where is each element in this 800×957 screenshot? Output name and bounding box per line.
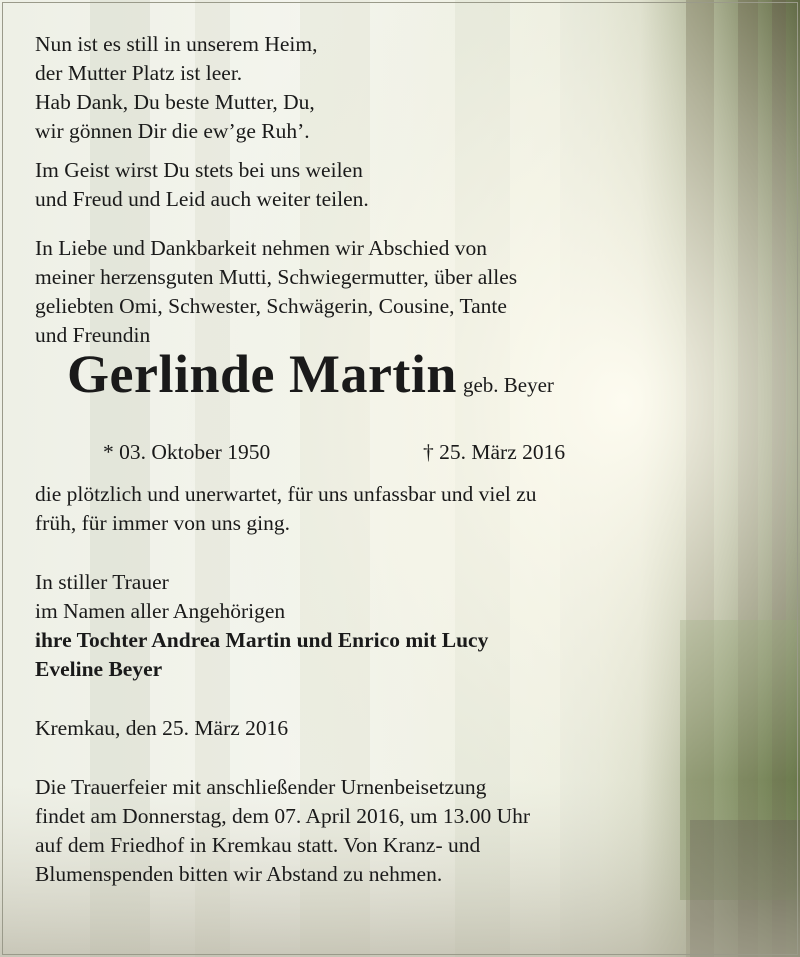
deceased-name-row [67, 344, 671, 438]
deceased-name: Gerlinde Martin [67, 344, 457, 404]
funeral-line: auf dem Friedhof in Kremkau statt. Von Kranz- und [35, 833, 481, 857]
poem-line: wir gönnen Dir die ew’ge Ruh’. [35, 119, 310, 143]
funeral-paragraph [35, 773, 671, 889]
poem-stanza-1 [35, 30, 671, 146]
birth-date: * 03. Oktober 1950 [103, 440, 271, 464]
poem-line: und Freud und Leid auch weiter teilen. [35, 187, 369, 211]
intro-line: meiner herzensguten Mutti, Schwiegermutter, über alles [35, 265, 518, 289]
poem-line: Im Geist wirst Du stets bei uns weilen [35, 158, 363, 182]
family-names: ihre Tochter Andrea Martin und Enrico mit Lucy [35, 628, 489, 652]
intro-line: und Freundin [35, 323, 151, 347]
life-dates [35, 438, 671, 470]
place-date: Kremkau, den 25. März 2016 [35, 716, 289, 740]
mourners-block [35, 568, 671, 684]
funeral-line: findet am Donnerstag, dem 07. April 2016, um 13.00 Uhr [35, 804, 531, 828]
family-names: Eveline Beyer [35, 657, 163, 681]
passing-line: die plötzlich und unerwartet, für uns unfassbar und viel zu [35, 482, 537, 506]
funeral-line: Die Trauerfeier mit anschließender Urnenbeisetzung [35, 775, 487, 799]
poem-stanza-2 [35, 156, 671, 214]
poem-line: der Mutter Platz ist leer. [35, 61, 243, 85]
maiden-name: geb. Beyer [462, 373, 554, 397]
funeral-line: Blumenspenden bitten wir Abstand zu nehmen. [35, 862, 443, 886]
mourning-line: im Namen aller Angehörigen [35, 599, 286, 623]
passing-paragraph [35, 480, 671, 538]
intro-line: geliebten Omi, Schwester, Schwägerin, Cousine, Tante [35, 294, 507, 318]
poem-line: Nun ist es still in unserem Heim, [35, 32, 318, 56]
intro-paragraph [35, 234, 671, 350]
obituary-text [35, 30, 671, 889]
death-date: † 25. März 2016 [423, 440, 566, 464]
passing-line: früh, für immer von uns ging. [35, 511, 290, 535]
poem-line: Hab Dank, Du beste Mutter, Du, [35, 90, 315, 114]
mourning-line: In stiller Trauer [35, 570, 169, 594]
intro-line: In Liebe und Dankbarkeit nehmen wir Abschied von [35, 236, 487, 260]
